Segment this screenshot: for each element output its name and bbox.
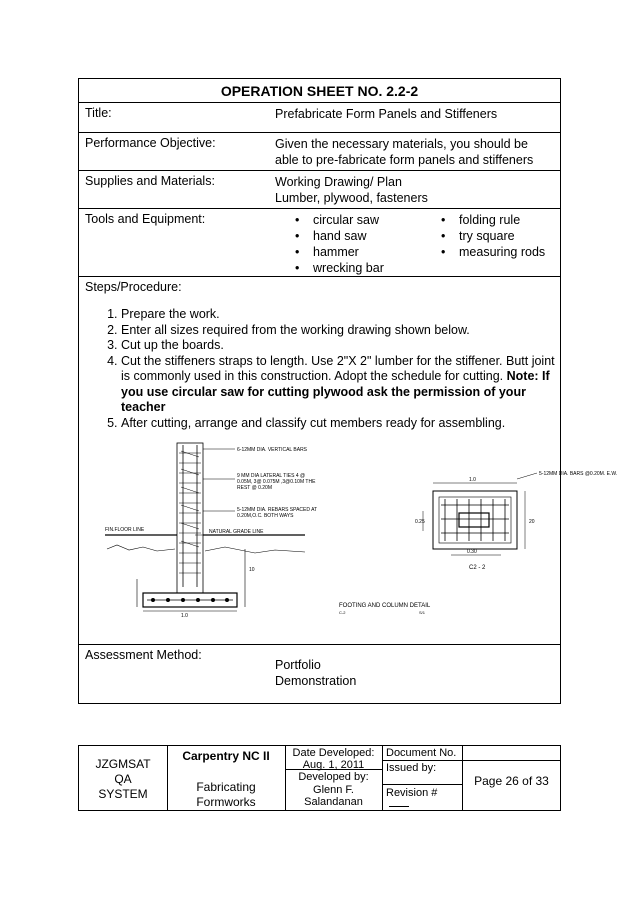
tool-item: • folding rule <box>441 213 521 227</box>
org-line-3: SYSTEM <box>98 787 148 801</box>
objective-row <box>79 133 560 171</box>
supplies-row <box>79 171 560 209</box>
operation-sheet-heading: OPERATION SHEET NO. 2.2-2 <box>220 83 419 99</box>
supplies-line-2: Lumber, plywood, fasteners <box>275 191 428 205</box>
objective-line-1: Given the necessary materials, you should be <box>275 137 528 151</box>
steps-list <box>97 307 561 431</box>
org-cell <box>79 757 167 802</box>
objective-label: Performance Objective: <box>85 136 216 150</box>
tool-item: • wrecking bar <box>295 261 384 275</box>
objective-value <box>275 136 533 168</box>
objective-line-2: able to pre-fabricate form panels and stiffeners <box>275 153 534 167</box>
step-text: Cut the stiffeners straps to length. Use 2"X 2" lumber for the stiffener. Butt joint is commonly used in this construction. Adopt the schedule for cutting. <box>121 353 555 383</box>
developed-by-name-1: Glenn F. <box>313 783 354 796</box>
tools-list-1 <box>295 212 384 276</box>
steps-label: Steps/Procedure: <box>85 280 182 294</box>
assessment-row <box>79 645 560 705</box>
label-dim-20: 20 <box>529 519 535 525</box>
operation-sheet <box>78 78 618 704</box>
org-line-2: QA <box>114 772 132 786</box>
issued-by-label: Issued by: <box>386 762 437 774</box>
tool-item: • hand saw <box>295 229 367 243</box>
document-no-label: Document No. <box>386 747 457 759</box>
developed-by-label: Developed by: <box>298 771 369 783</box>
tool-item: • circular saw <box>295 213 379 227</box>
label-dim-10: 10 <box>249 567 255 573</box>
assessment-item: Portfolio <box>275 658 321 672</box>
label-rebars-1: 5-12MM DIA. REBARS SPACED AT <box>237 507 318 513</box>
label-plan-width: 1.0 <box>469 477 476 483</box>
tool-item: • try square <box>441 229 515 243</box>
revision-label: Revision # <box>386 787 438 799</box>
label-lateral-ties-1: 9 MM DIA LATERAL TIES 4 @ <box>237 473 306 479</box>
column-outline <box>177 443 203 593</box>
label-vertical-bars: 6-12MM DIA. VERTICAL BARS <box>237 447 308 453</box>
supplies-label: Supplies and Materials: <box>85 174 215 188</box>
label-rebars-2: 0.20M,O.C. BOTH WAYS <box>237 513 294 519</box>
step-item: 2. Enter all sizes required from the working drawing shown below. <box>121 323 561 339</box>
column-plan-outline <box>433 491 517 549</box>
tool-item: • measuring rods <box>441 245 546 259</box>
step-item: 3. Cut up the boards. <box>121 338 561 354</box>
label-scale-left: C-2 <box>339 610 346 615</box>
supplies-value <box>275 174 428 206</box>
label-footing-title: FOOTING AND COLUMN DETAIL <box>339 603 431 609</box>
course-title: Carpentry NC II <box>182 749 270 763</box>
supplies-line-1: Working Drawing/ Plan <box>275 175 402 189</box>
label-grade-line: NATURAL GRADE LINE <box>209 529 264 535</box>
document-footer <box>78 745 561 811</box>
assessment-label: Assessment Method: <box>85 648 202 662</box>
developed-by-name-2: Salandanan <box>304 796 363 808</box>
tool-item: • hammer <box>295 245 359 259</box>
title-value: Prefabricate Form Panels and Stiffeners <box>275 107 498 121</box>
label-dim-0-30: 0.30 <box>467 549 477 555</box>
tools-label: Tools and Equipment: <box>85 212 206 226</box>
assessment-item: Demonstration <box>275 674 357 688</box>
label-lateral-ties-3: REST @ 0.20M <box>237 485 272 491</box>
title-label: Title: <box>85 106 112 120</box>
assessment-methods <box>275 657 356 689</box>
date-developed-cell <box>285 747 382 771</box>
step-item: 5. After cutting, arrange and classify cut members ready for assembling. <box>121 416 561 432</box>
module-line-1: Fabricating <box>196 780 256 794</box>
operation-sheet-heading-row <box>79 79 560 103</box>
steps-row <box>79 277 618 645</box>
label-bars-right: 5-12MM DIA. BARS @0.20M. E.W. <box>539 471 618 477</box>
label-fin-floor: FIN.FLOOR LINE <box>105 527 145 533</box>
org-line-1: JZGMSAT <box>95 757 151 771</box>
tools-row <box>79 209 560 277</box>
label-c2-2: C2 - 2 <box>469 565 486 571</box>
module-line-2: Formworks <box>196 795 256 809</box>
step-item <box>121 354 561 416</box>
date-developed-value: Aug. 1, 2011 <box>302 759 365 771</box>
developed-by-cell <box>285 771 382 809</box>
label-scale-right: S/1 <box>419 610 426 615</box>
module-cell <box>167 780 285 810</box>
title-row <box>79 103 560 133</box>
tools-list-2 <box>441 212 545 260</box>
label-lateral-ties-2: 0.05M, 3@ 0.075M ,3@0.10M THE <box>237 479 316 485</box>
page-number: Page 26 of 33 <box>474 774 549 788</box>
footing-column-drawing <box>105 439 618 629</box>
step-note: Note: If you use circular saw for cutting plywood ask the permission of your teacher <box>121 369 550 414</box>
step-item: 1. Prepare the work. <box>121 307 561 323</box>
label-dim-1-0: 1.0 <box>181 613 188 619</box>
date-developed-label: Date Developed: <box>292 747 375 759</box>
label-dim-0-25: 0.25 <box>415 519 425 525</box>
